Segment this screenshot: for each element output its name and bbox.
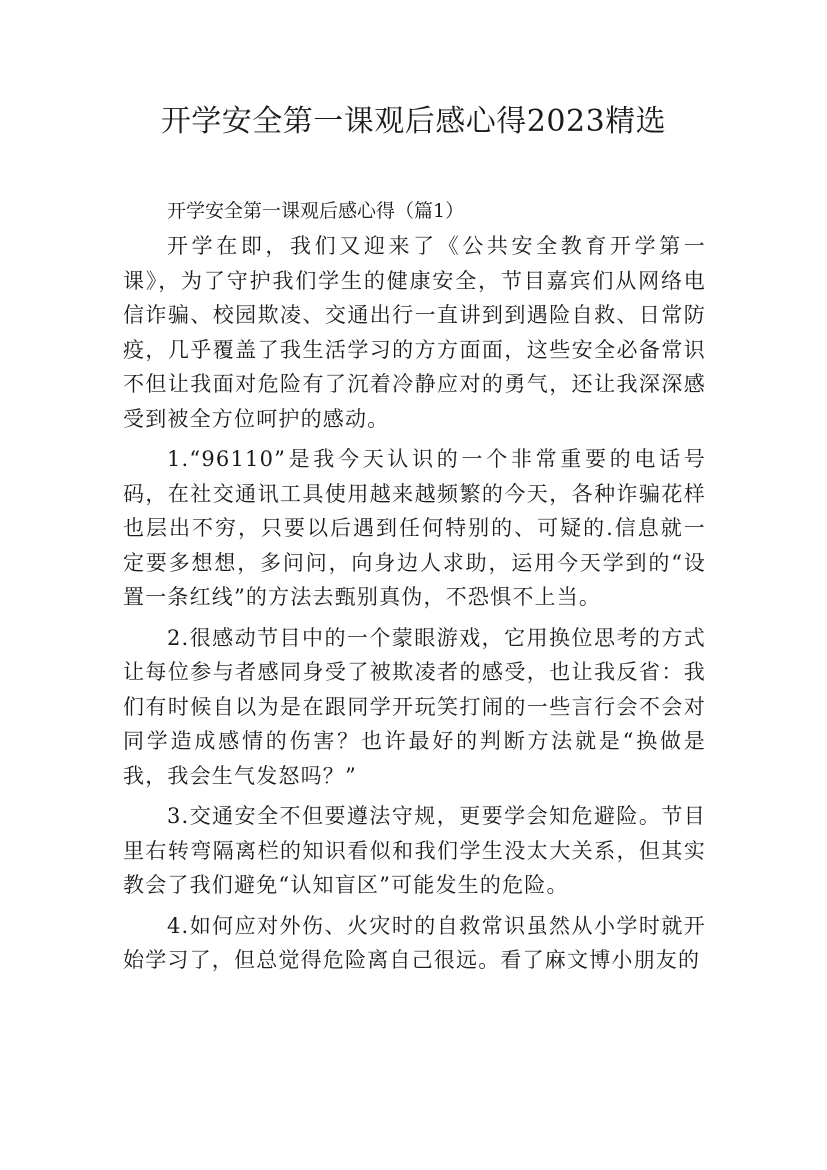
paragraph-point-1: 1.“96110”是我今天认识的一个非常重要的电话号码，在社交通讯工具使用越来越频繁的今天，各种诈骗花样也层出不穷，只要以后遇到任何特别的、可疑的.信息就一定要多想想，多问问，向身边人求助，运用今天学到的“设置一条红线”的方法去甄别真伪，不恐惧不上当。: [123, 447, 706, 609]
document-body: [123, 196, 706, 978]
document-title: 开学安全第一课观后感心得2023精选: [160, 104, 667, 139]
section-heading: 开学安全第一课观后感心得（篇1）: [167, 200, 465, 222]
paragraph-point-3: 3.交通安全不但要遵法守规，更要学会知危避险。节目里右转弯隔离栏的知识看似和我们学生没太大关系，但其实教会了我们避免“认知盲区”可能发生的危险。: [123, 804, 706, 897]
paragraph-intro: 开学在即，我们又迎来了《公共安全教育开学第一课》，为了守护我们学生的健康安全，节目嘉宾们从网络电信诈骗、校园欺凌、交通出行一直讲到到遇险自救、日常防疫，几乎覆盖了我生活学习的方方面面，这些安全必备常识不但让我面对危险有了沉着冷静应对的勇气，还让我深深感受到被全方位呵护的感动。: [123, 234, 706, 431]
paragraph-point-2: 2.很感动节目中的一个蒙眼游戏，它用换位思考的方式让每位参与者感同身受了被欺凌者的感受，也让我反省：我们有时候自以为是在跟同学开玩笑打闹的一些言行会不会对同学造成感情的伤害？也许最好的判断方法就是“换做是我，我会生气发怒吗？”: [123, 625, 706, 788]
paragraph-point-4: 4.如何应对外伤、火灾时的自救常识虽然从小学时就开始学习了，但总觉得危险离自己很远。看了麻文博小朋友的: [123, 913, 706, 972]
